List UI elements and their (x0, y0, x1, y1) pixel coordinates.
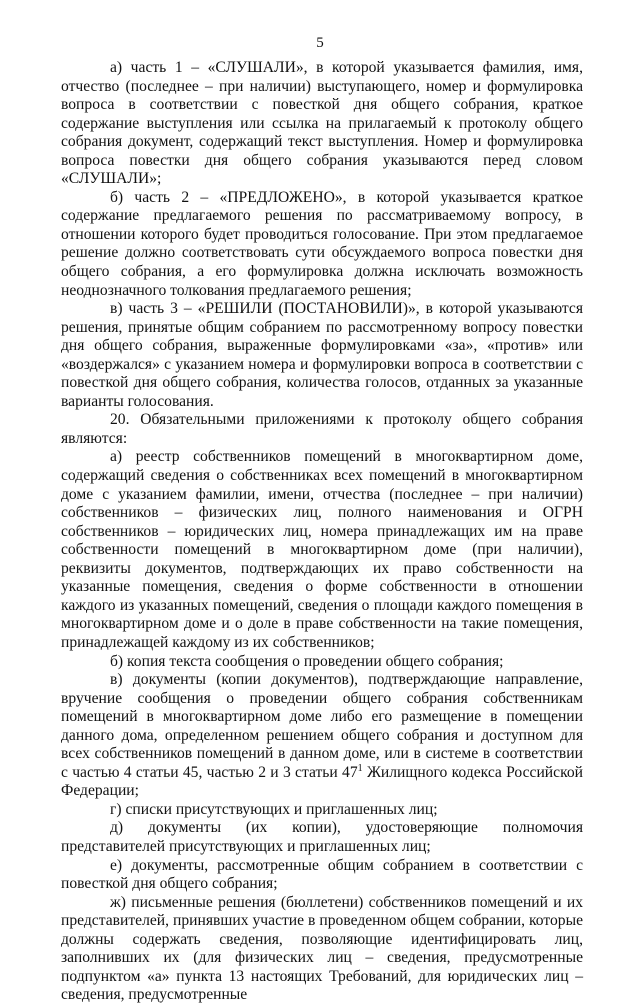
annex-v-text-end: Жилищного кодекса Российской Федерации; (61, 763, 583, 800)
paragraph-annex-e-reviewed-docs: е) документы, рассмотренные общим собранием в соответствии с повесткой дня общего собрания; (61, 856, 583, 893)
annex-v-text: в) документы (копии документов), подтверждающие направление, вручение сообщения о проведении общего собрания собственникам помещений в многоквартирном доме либо его размещение в помещении данного дома, определенном решением общего собрания и доступном для всех собственников помещений в данном доме, или в системе в соответствии с частью 4 статьи 45, частью 2 и 3 статьи 47 (61, 671, 583, 781)
paragraph-part1-slushali: а) часть 1 – «СЛУШАЛИ», в которой указывается фамилия, имя, отчество (последнее – при наличии) выступающего, номер и формулировка вопроса в соответствии с повесткой дня общего собрания, краткое содержание выступления или ссылка на прилагаемый к протоколу общего собрания документ, содержащий текст выступления. Номер и формулировка вопроса повестки дня общего собрания указываются перед словом «СЛУШАЛИ»; (61, 59, 583, 188)
paragraph-item-20-heading: 20. Обязательными приложениями к протоколу общего собрания являются: (61, 411, 583, 447)
paragraph-annex-zh-ballots: ж) письменные решения (бюллетени) собственников помещений и их представителей, принявших участие в проведенном общем собрании, которые должны содержать сведения, позволяющие идентифицировать лиц, заполнивших их (для физических лиц – сведения, предусмотренные подпунктом «а» пункта 13 настоящих Требований, для юридических лиц – сведения, предусмотренные (61, 893, 583, 1004)
paragraph-annex-b-notice-copy: б) копия текста сообщения о проведении общего собрания; (110, 652, 504, 670)
superscript-one: 1 (357, 762, 363, 774)
paragraph-part2-predlozheno: б) часть 2 – «ПРЕДЛОЖЕНО», в которой указывается краткое содержание предлагаемого решения по рассматриваемому вопросу, в отношении которого будет проводиться голосование. При этом предлагаемое решение должно соответствовать сути обсуждаемого вопроса повестки дня общего собрания, а его формулировка должна исключать возможность неоднозначного толкования предлагаемого решения; (61, 188, 583, 299)
paragraph-annex-v-delivery-docs (61, 671, 583, 801)
paragraph-annex-a-registry: а) реестр собственников помещений в многоквартирном доме, содержащий сведения о собственниках всех помещений в многоквартирном доме с указанием фамилии, имени, отчества (последнее – при наличии) собственников – физических лиц, полного наименования и ОГРН собственников – юридических лиц, номера принадлежащих им на праве собственности помещений в многоквартирном доме (при наличии), реквизиты документов, подтверждающих их право собственности на указанные помещения, сведения о форме собственности в отношении каждого из указанных помещений, сведения о площади каждого помещения в многоквартирном доме и о доле в праве собственности на такие помещения, принадлежащей каждому из их собственников; (61, 448, 583, 651)
paragraph-annex-d-authority-docs: д) документы (их копии), удостоверяющие полномочия представителей присутствующих и приглашенных лиц; (61, 819, 583, 855)
paragraph-annex-g-attendee-lists: г) списки присутствующих и приглашенных лиц; (110, 800, 438, 818)
page-number: 5 (316, 35, 324, 51)
paragraph-part3-reshili: в) часть 3 – «РЕШИЛИ (ПОСТАНОВИЛИ)», в которой указываются решения, принятые общим собранием по рассмотренному вопросу повестки дня общего собрания, выраженные формулировками «за», «против» или «воздержался» с указанием номера и формулировки вопроса в соответствии с повесткой дня общего собрания, количества голосов, отданных за указанные варианты голосования. (61, 300, 583, 410)
document-body (61, 59, 583, 1005)
